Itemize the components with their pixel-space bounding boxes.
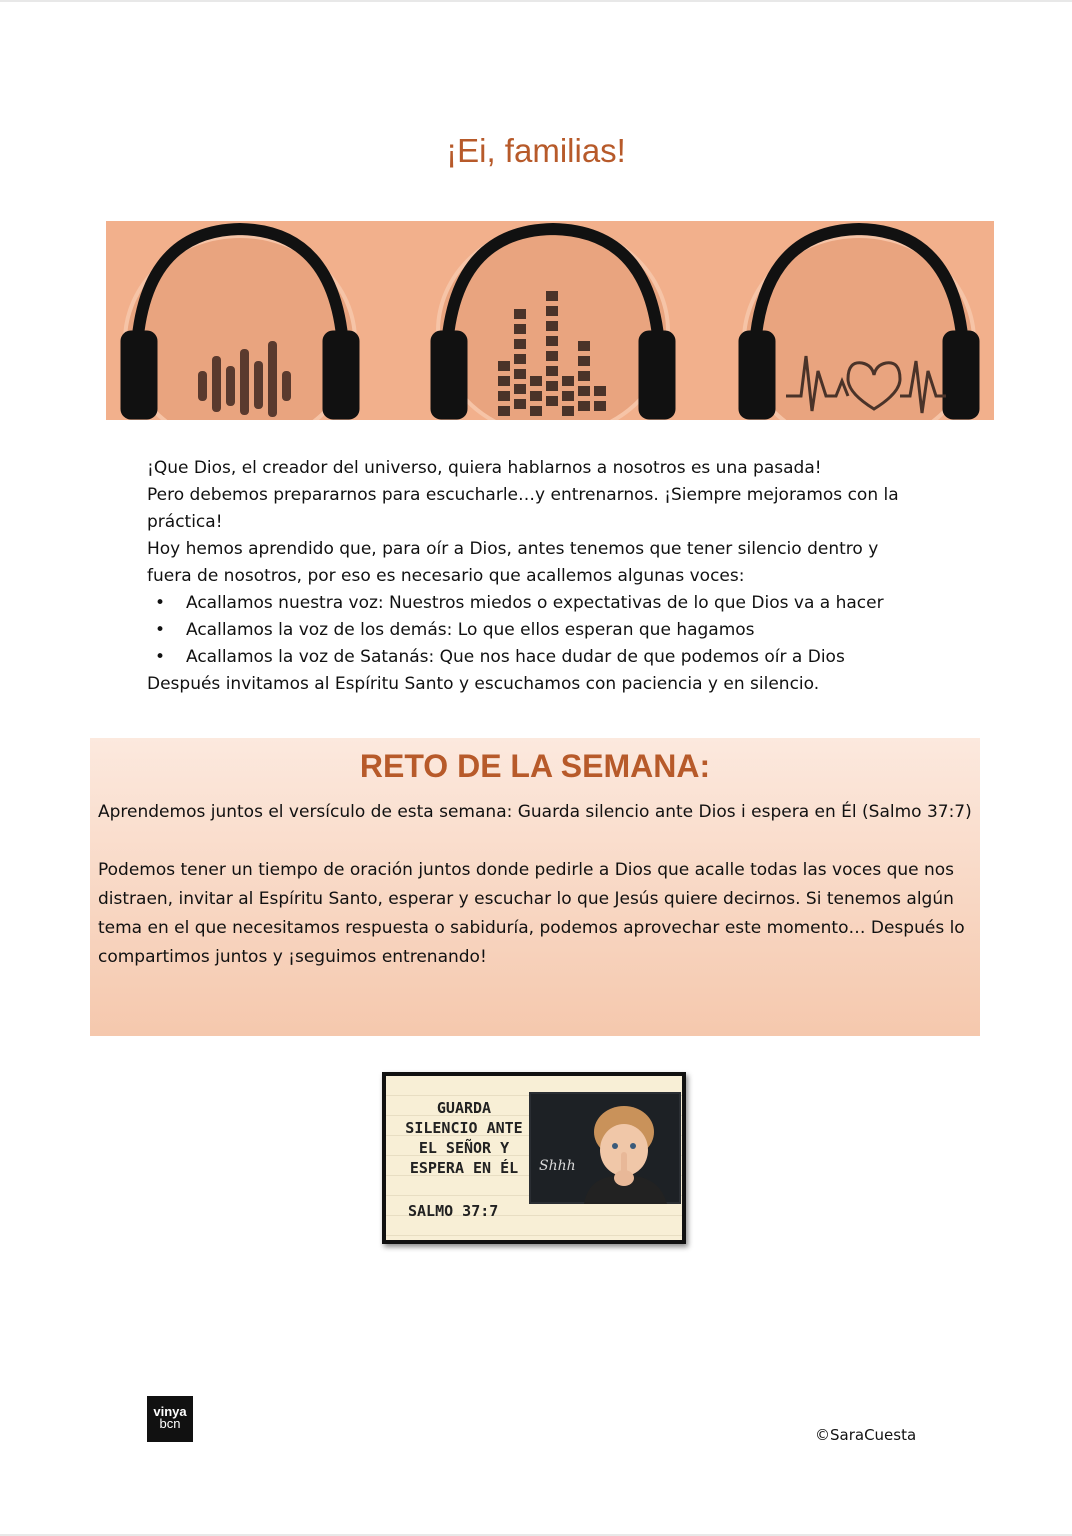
verse-line: ESPERA EN ÉL [409, 1159, 519, 1177]
chalk-text: Shhh [539, 1158, 576, 1174]
logo-text: vinya [153, 1404, 187, 1419]
list-item: • Acallamos nuestra voz: Nuestros miedos o expectativas de lo que Dios va a hacer [155, 593, 884, 613]
headphones-banner [106, 221, 994, 420]
intro-paragraph: Pero debemos prepararnos para escucharle…y entrenarnos. ¡Siempre mejoramos con la práctica! [147, 485, 899, 532]
list-item-text: Acallamos la voz de Satanás: Que nos hace dudar de que podemos oír a Dios [186, 647, 845, 667]
list-item: • Acallamos la voz de Satanás: Que nos hace dudar de que podemos oír a Dios [155, 647, 845, 667]
verse-line: GUARDA [436, 1099, 492, 1117]
list-item-text: Acallamos la voz de los demás: Lo que ellos esperan que hagamos [186, 620, 755, 640]
weekly-challenge-box [90, 738, 980, 1036]
page-title: ¡Ei, familias! [446, 132, 626, 169]
list-item-text: Acallamos nuestra voz: Nuestros miedos o expectativas de lo que Dios va a hacer [186, 593, 884, 613]
intro-paragraph: ¡Que Dios, el creador del universo, quiera hablarnos a nosotros es una pasada! [147, 458, 822, 478]
list-item: • Acallamos la voz de los demás: Lo que ellos esperan que hagamos [155, 620, 755, 640]
intro-paragraph: Hoy hemos aprendido que, para oír a Dios, antes tenemos que tener silencio dentro y fuera de nosotros, por eso es necesario que acallemos algunas voces: [147, 539, 879, 586]
child-shush-photo [529, 1092, 681, 1204]
verse-reference: SALMO 37:7 [408, 1202, 499, 1220]
verse-line: SILENCIO ANTE [405, 1119, 523, 1137]
verse-line: EL SEÑOR Y [418, 1139, 510, 1157]
copyright-text: ©SaraCuesta [815, 1426, 917, 1444]
logo-text: bcn [159, 1416, 181, 1431]
challenge-heading: RETO DE LA SEMANA: [359, 748, 711, 784]
voices-list [147, 590, 927, 671]
verse-card-text [394, 1098, 534, 1178]
intro-text [147, 455, 927, 698]
challenge-verse-paragraph: Aprendemos juntos el versículo de esta semana: Guarda silencio ante Dios i espera en Él (Salmo 37:7) [98, 802, 972, 822]
challenge-prayer-paragraph: Podemos tener un tiempo de oración juntos donde pedirle a Dios que acalle todas las voces que nos distraen, invitar al Espíritu Santo, esperar y escuchar lo que Jesús quiere decirnos. Si tenemos algún tema en el que necesitamos respuesta o sabiduría, podemos aprovechar este momento… Después lo compartimos juntos y ¡seguimos entrenando! [98, 860, 965, 967]
vinya-bcn-logo [147, 1396, 193, 1442]
intro-paragraph: Después invitamos al Espíritu Santo y escuchamos con paciencia y en silencio. [147, 674, 820, 694]
verse-card-image [382, 1072, 686, 1244]
